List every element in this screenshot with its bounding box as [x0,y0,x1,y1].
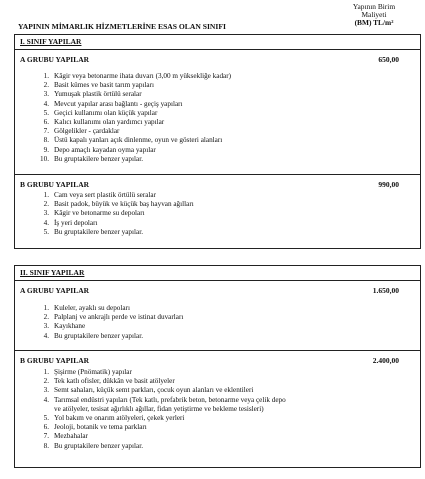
list-item [35,405,410,414]
item-text: Basit kümes ve basit tarım yapıları [54,81,155,90]
item-text: Depo amaçlı kayadan oyma yapılar [54,145,156,154]
item-text: Yol bakım ve onarım atölyeleri, çekek yerleri [54,414,185,423]
item-text: Üstü kapalı yanları açık dinlenme, oyun ve gösteri alanları [54,136,223,145]
group-item-list [35,304,410,341]
item-text: Kuleler, ayaklı su depoları [54,304,130,312]
item-text: Geçici kullanımı olan küçük yapılar [54,108,158,117]
item-text: Bu gruptakilere benzer yapılar. [54,331,144,340]
list-item [35,219,410,228]
item-text: Kâgir ve betonarme su depoları [54,209,145,218]
group-price: 1.650,00 [372,286,399,295]
item-text: Mevcut yapılar arası bağlantı - geçiş yapıları [54,99,183,108]
item-number: 2. [43,81,49,90]
unit-cost-line3: (BM) TL/m² [354,18,394,27]
list-item [35,118,410,127]
item-number: 3. [43,209,49,218]
list-item [35,146,410,155]
item-text: Tek katlı ofisler, dükkân ve basit atölyeler [54,377,175,386]
item-text: Şişirme (Pnömatik) yapılar [54,368,132,376]
list-item [35,109,410,118]
item-text: Yumuşak plastik örtülü seralar [54,90,142,99]
class-2-group-b [14,351,421,468]
item-number: 4. [43,99,49,108]
group-price: 650,00 [378,55,399,64]
item-number: 6. [43,423,49,432]
list-item [35,414,410,423]
item-number: 4. [43,331,49,340]
item-number: 5. [43,414,49,423]
item-number: 4. [43,218,49,227]
class-1-section [14,34,421,249]
list-item [35,332,410,341]
class-2-title: II. SINIF YAPILAR [14,265,421,281]
class-1-group-a [14,50,421,175]
item-text: Bu gruptakilere benzer yapılar. [54,227,144,236]
group-price: 2.400,00 [372,356,399,365]
item-number: 1. [43,368,49,376]
group-title: B GRUBU YAPILAR [20,180,90,189]
item-number: 6. [43,118,49,127]
unit-cost-line1: Yapının Birim [352,2,396,11]
list-item [35,304,410,313]
item-text: ve atölyeler, tesisat ağırlıklı ağıllar, fidan yetiştirme ve bekleme tesisleri) [54,404,264,413]
unit-cost-line2: Maliyeti [361,10,387,19]
item-number: 8. [43,441,49,450]
group-title: A GRUBU YAPILAR [20,55,90,64]
list-item [35,191,410,200]
list-item [35,396,410,405]
group-price: 990,00 [378,180,399,189]
item-number: 1. [43,304,49,312]
item-text: Basit padok, büyük ve küçük baş hayvan ağılları [54,200,194,209]
list-item [35,136,410,145]
item-number: 10. [40,154,49,163]
list-item [35,72,410,81]
list-item [35,155,410,164]
group-item-list [35,191,410,237]
item-text: Kâgir veya betonarme ihata duvarı (3,00 m yüksekliğe kadar) [54,72,232,80]
group-item-list [35,368,410,451]
item-number: 5. [43,108,49,117]
item-number: 1. [43,191,49,199]
item-text: Palplanj ve ankrajlı perde ve istinat duvarları [54,313,184,322]
class-2-section [14,265,421,468]
item-number: 1. [43,72,49,80]
unit-cost-header [339,3,409,27]
item-text: Bu gruptakilere benzer yapılar. [54,441,144,450]
item-number: 2. [43,313,49,322]
item-text: Bu gruptakilere benzer yapılar. [54,154,144,163]
item-text: Kayıkhane [54,322,86,331]
item-text: Mezbahalar [54,432,88,441]
list-item [35,432,410,441]
item-number: 4. [43,395,49,404]
item-number: 7. [43,432,49,441]
list-item [35,442,410,451]
item-text: Jeoloji, botanik ve tema parkları [54,423,147,432]
class-2-group-a [14,281,421,351]
item-number: 5. [43,227,49,236]
list-item [35,423,410,432]
list-item [35,200,410,209]
item-text: İş yeri depoları [54,218,98,227]
group-title: B GRUBU YAPILAR [20,356,90,365]
item-number: 9. [43,145,49,154]
document-title: YAPININ MİMARLIK HİZMETLERİNE ESAS OLAN SINIFI [18,22,226,31]
item-text: Cam veya sert plastik örtülü seralar [54,191,156,199]
item-text: Tarımsal endüstri yapıları (Tek katlı, prefabrik beton, betonarme veya çelik depo [54,395,286,404]
item-text: Semt sahaları, küçük semt parkları, çocuk oyun alanları ve eklentileri [54,386,254,395]
list-item [35,322,410,331]
item-number: 7. [43,127,49,136]
list-item [35,90,410,99]
item-number: 3. [43,322,49,331]
item-number: 2. [43,377,49,386]
item-text: Kalıcı kullanımı olan yardımcı yapılar [54,118,165,127]
list-item [35,81,410,90]
item-number: 2. [43,200,49,209]
list-item [35,209,410,218]
item-number: 3. [43,386,49,395]
list-item [35,100,410,109]
group-item-list [35,72,410,164]
list-item [35,368,410,377]
list-item [35,313,410,322]
list-item [35,386,410,395]
group-title: A GRUBU YAPILAR [20,286,90,295]
class-1-group-b [14,175,421,249]
list-item [35,228,410,237]
class-1-title: I. SINIF YAPILAR [14,34,421,50]
item-text: Gölgelikler - çardaklar [54,127,120,136]
item-number: 3. [43,90,49,99]
list-item [35,377,410,386]
item-number: 8. [43,136,49,145]
